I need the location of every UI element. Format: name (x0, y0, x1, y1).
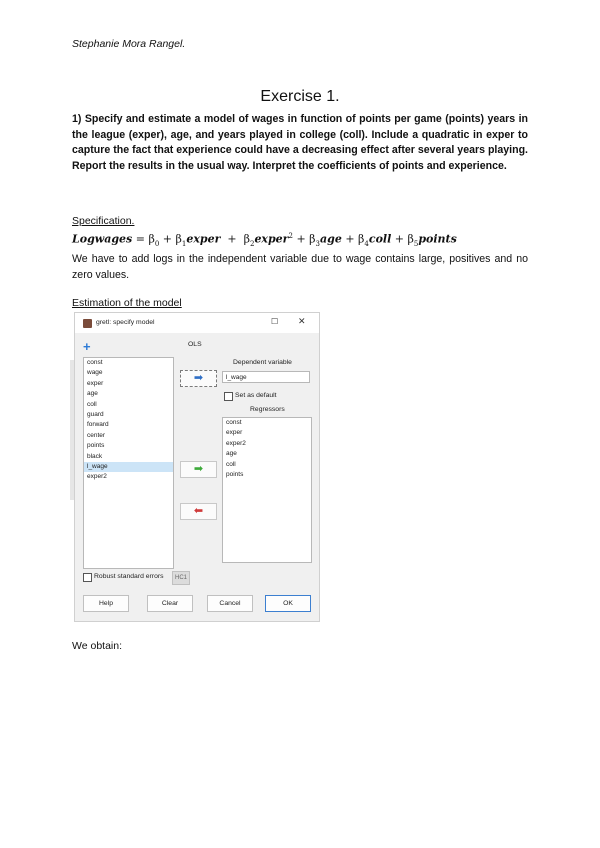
dependent-variable-label: Dependent variable (233, 359, 292, 366)
beta-5-sub: 5 (413, 239, 419, 248)
regressors-label: Regressors (250, 406, 285, 413)
list-item[interactable]: exper (226, 429, 243, 437)
list-item[interactable]: forward (87, 421, 109, 429)
list-item[interactable]: wage (87, 369, 103, 377)
plus-2: + (227, 232, 237, 246)
list-item[interactable]: exper2 (226, 439, 246, 447)
list-item[interactable]: l_wage (84, 462, 173, 472)
set-default-label: Set as default (235, 392, 277, 399)
model-formula (72, 232, 457, 248)
list-item[interactable]: black (87, 452, 103, 460)
square-sup: 2 (288, 232, 293, 240)
estimation-heading: Estimation of the model (72, 297, 182, 309)
beta-2-sub: 2 (249, 239, 255, 248)
author-name: Stephanie Mora Rangel. (72, 38, 186, 50)
remove-regressor-button[interactable] (180, 503, 217, 520)
we-obtain-text: We obtain: (72, 640, 123, 652)
beta-1: β (175, 232, 182, 246)
list-item[interactable]: const (226, 419, 242, 426)
close-icon[interactable]: ✕ (298, 316, 306, 326)
gretl-app-icon (83, 319, 92, 328)
cancel-button[interactable]: Cancel (207, 595, 253, 612)
list-item[interactable]: points (226, 470, 244, 478)
list-item[interactable]: points (87, 442, 105, 450)
ok-button[interactable]: OK (265, 595, 311, 612)
plus-4: + (345, 232, 355, 246)
arrow-right-icon: ➡ (193, 372, 204, 384)
add-variable-icon[interactable]: + (83, 339, 91, 354)
estimator-label: OLS (188, 341, 202, 348)
beta-0: β (148, 232, 155, 246)
list-item[interactable]: exper (87, 379, 104, 387)
maximize-icon[interactable]: ☐ (271, 317, 279, 326)
beta-4: β (358, 232, 365, 246)
beta-2: β (243, 232, 250, 246)
formula-lhs: Logwages (72, 232, 133, 246)
dialog-title: gretl: specify model (96, 319, 155, 326)
add-regressor-button[interactable] (180, 461, 217, 478)
list-item[interactable]: age (226, 450, 237, 458)
list-item[interactable]: guard (87, 410, 104, 418)
dependent-variable-field[interactable]: l_wage (222, 371, 310, 383)
list-item[interactable]: exper2 (87, 473, 107, 481)
robust-se-checkbox[interactable] (83, 573, 92, 582)
set-dependent-button[interactable] (180, 370, 217, 387)
beta-5: β (407, 232, 414, 246)
help-button[interactable]: Help (83, 595, 129, 612)
var-exper-sq: exper (254, 232, 289, 246)
plus-3: + (296, 232, 306, 246)
plus-1: + (162, 232, 173, 246)
var-age: age (320, 232, 342, 246)
list-item[interactable]: const (87, 359, 103, 366)
exercise-title: Exercise 1. (260, 88, 340, 105)
list-item[interactable]: center (87, 431, 106, 439)
robust-se-label: Robust standard errors (94, 573, 164, 580)
var-coll: coll (368, 232, 392, 246)
clear-button[interactable]: Clear (147, 595, 193, 612)
dialog-titlebar[interactable] (75, 313, 319, 333)
list-item[interactable]: coll (226, 460, 236, 468)
formula-equals: = (135, 232, 145, 246)
robust-config-button[interactable]: HC1 (172, 571, 190, 585)
plus-5: + (394, 232, 404, 246)
arrow-right-icon: ➡ (193, 463, 204, 475)
regressors-list[interactable] (222, 417, 312, 563)
beta-3: β (309, 232, 316, 246)
beta-4-sub: 4 (364, 239, 369, 248)
specify-model-dialog (74, 312, 320, 622)
beta-3-sub: 3 (315, 239, 320, 248)
arrow-left-icon: ⬅ (193, 505, 204, 517)
var-exper: exper (186, 232, 221, 246)
var-points: points (418, 232, 457, 246)
beta-1-sub: 1 (181, 239, 187, 248)
specification-heading: Specification. (72, 215, 135, 227)
list-item[interactable]: coll (87, 400, 97, 408)
beta-0-sub: 0 (154, 239, 160, 248)
explanation-paragraph: We have to add logs in the independent variable due to wage contains large, positives and no zero values. (72, 253, 528, 281)
question-text: 1) Specify and estimate a model of wages in function of points per game (points) years in the league (exper), age, and years played in college (coll). Include a quadratic in exper to capture the fact that experience could have a decreasing effect after several years playing. Report the results in the usual way. Interpret the coefficients of points and experience. (72, 113, 528, 172)
variable-list[interactable] (83, 357, 174, 569)
set-default-checkbox[interactable] (224, 392, 233, 401)
list-item[interactable]: age (87, 390, 98, 398)
